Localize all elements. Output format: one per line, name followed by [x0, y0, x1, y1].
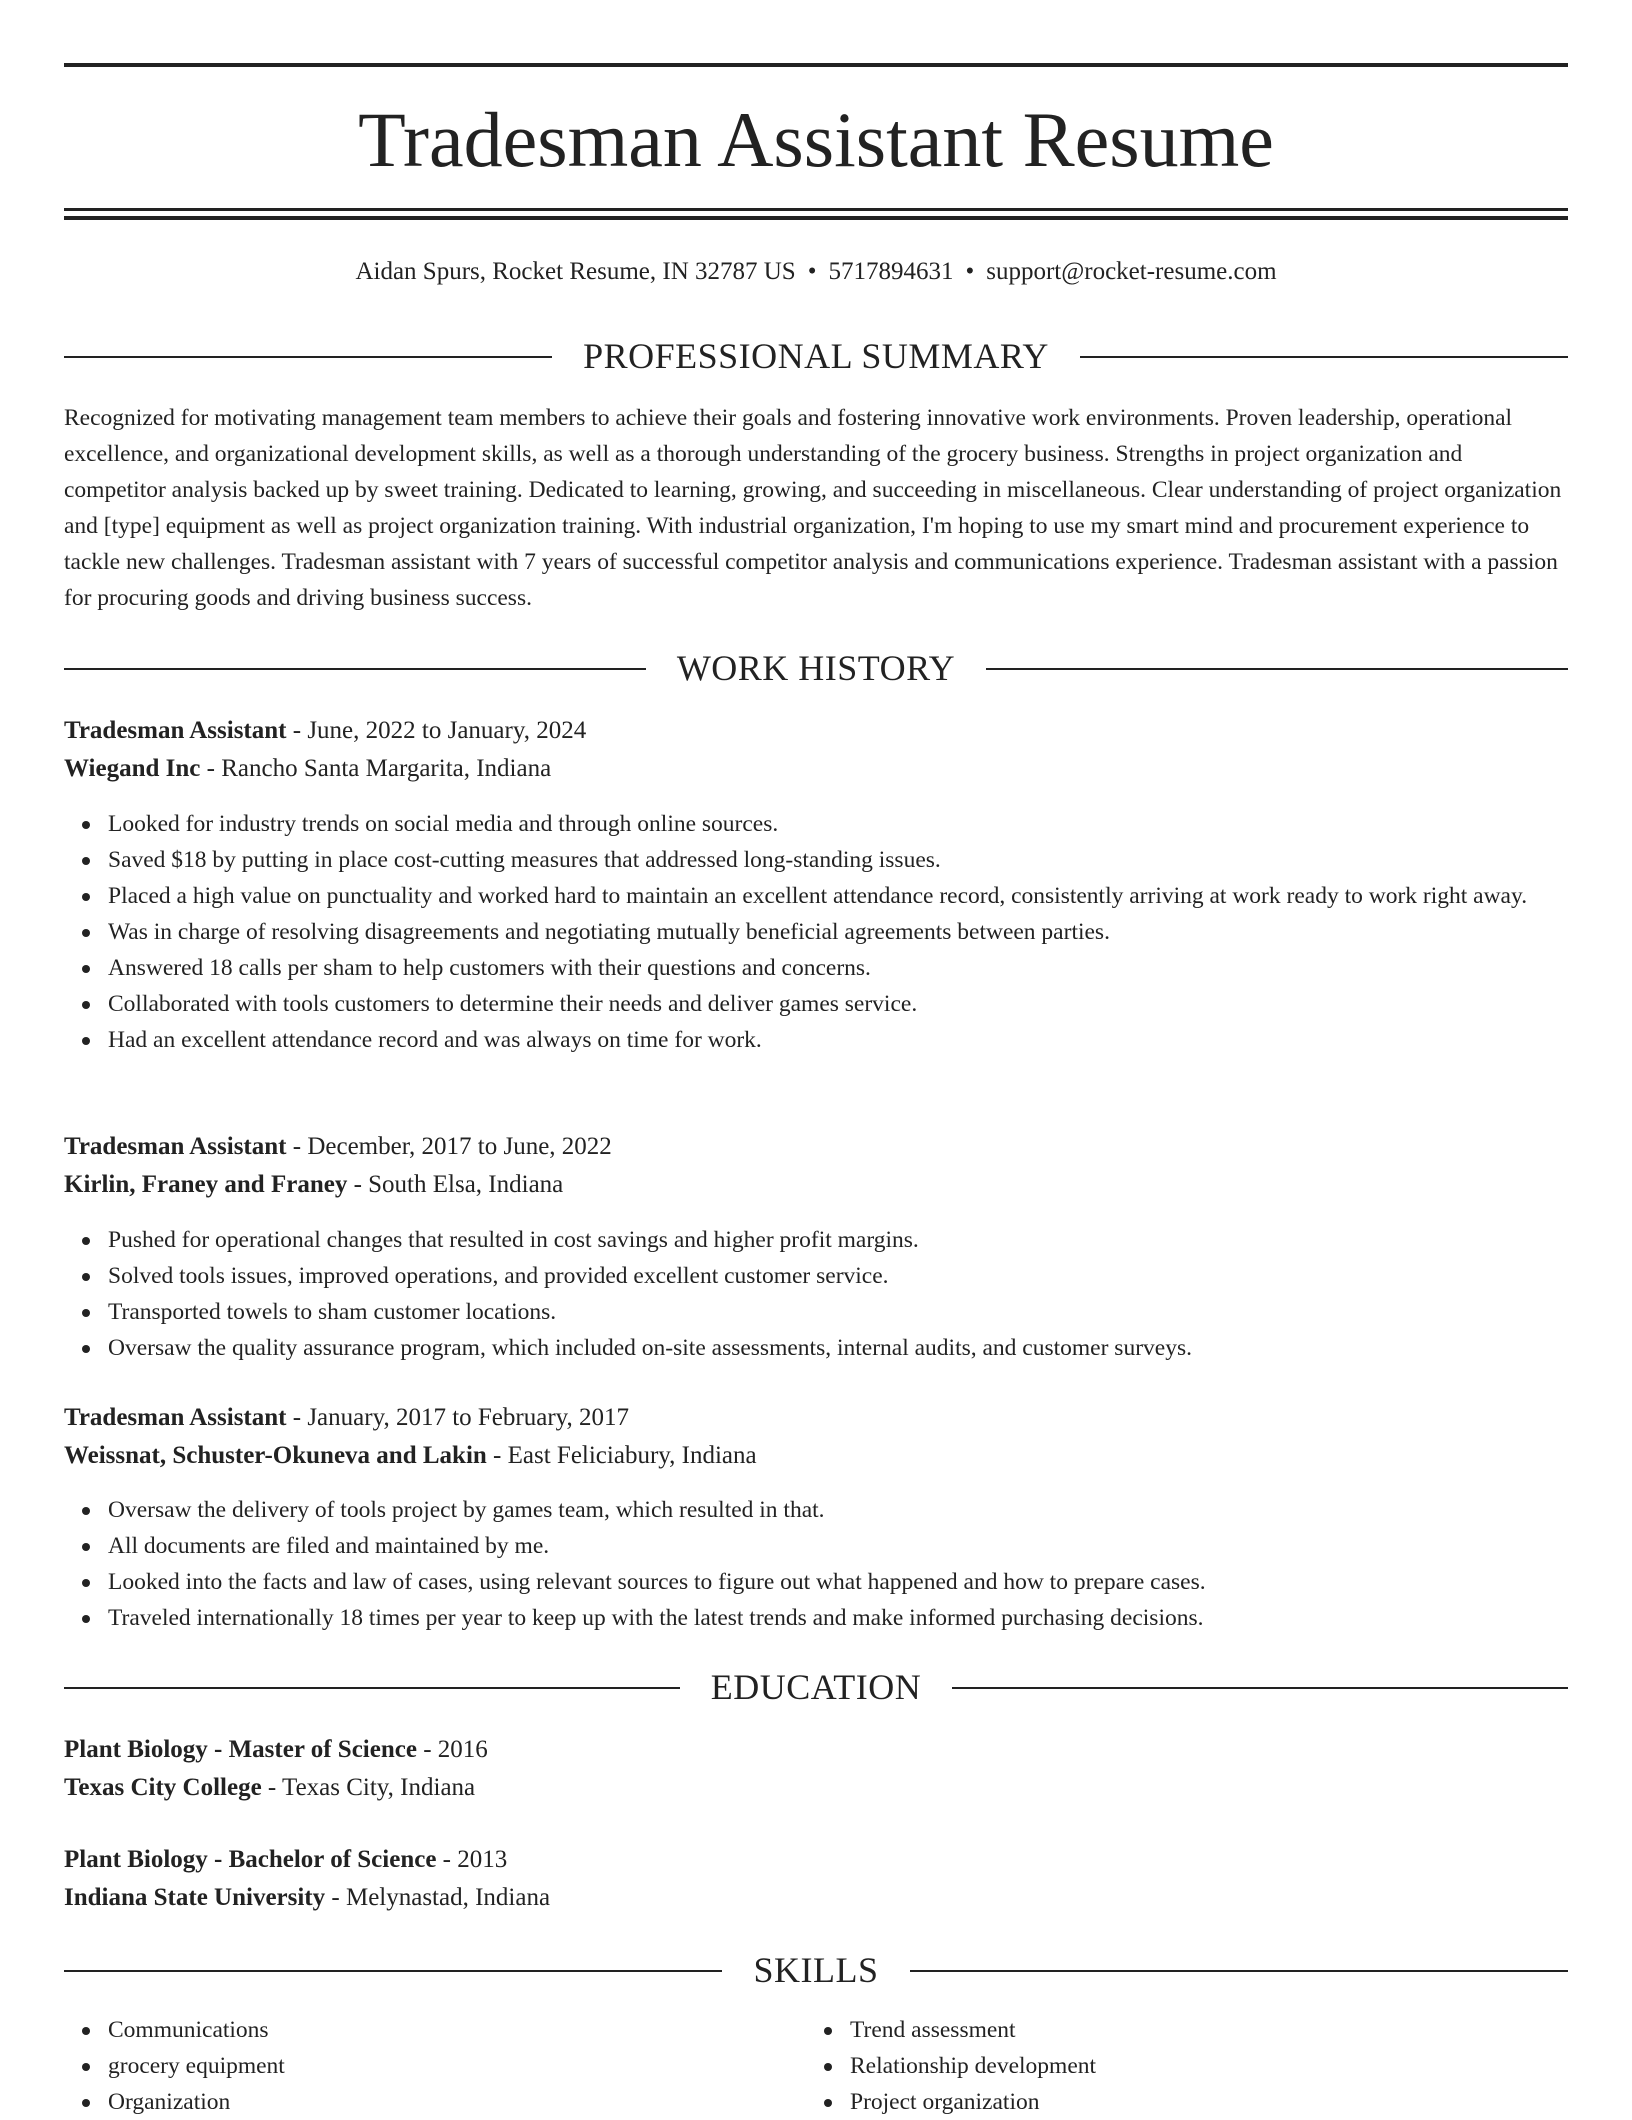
education-degree-line — [64, 1732, 488, 1768]
job-dates: - January, 2017 to February, 2017 — [286, 1404, 630, 1431]
section-header-skills — [64, 1948, 1568, 1992]
contact-separator: • — [807, 258, 817, 285]
skill-item: Organization — [108, 2084, 808, 2120]
skill-item: Trend assessment — [850, 2012, 1550, 2048]
section-title: EDUCATION — [683, 1667, 949, 1707]
job-title-line — [64, 1129, 612, 1165]
job-location: - South Elsa, Indiana — [347, 1171, 564, 1198]
title-rule-upper — [64, 208, 1568, 211]
job-company: Kirlin, Franey and Franey — [64, 1171, 348, 1198]
list-item: Was in charge of resolving disagreements and negotiating mutually beneficial agreements between parties. — [108, 914, 1612, 950]
education-degree-line — [64, 1842, 507, 1878]
skills-list-left — [64, 2012, 808, 2120]
skill-item: grocery equipment — [108, 2048, 808, 2084]
skill-item: Project organization — [850, 2084, 1550, 2120]
contact-separator: • — [965, 258, 975, 285]
contact-line — [0, 254, 1632, 290]
education-year: - 2013 — [436, 1846, 508, 1873]
summary-text: Recognized for motivating management team members to achieve their goals and fostering innovative work environments. Proven leadership, operational excellence, and organizational development skills, as well as a thorough understanding of the grocery business. Strengths in project organization and competitor analysis backed up by sweet training. Dedicated to learning, growing, and succeeding in miscellaneous. Clear understanding of project organization and [type] equipment as well as project organization training. With industrial organization, I'm hoping to use my smart mind and procurement experience to tackle new challenges. Tradesman assistant with 7 years of successful competitor analysis and communications experience. Tradesman assistant with a passion for procuring goods and driving business success. — [64, 405, 1562, 611]
education-year: - 2016 — [416, 1736, 488, 1763]
job-title-line — [64, 713, 586, 749]
resume-title: Tradesman Assistant Resume — [358, 96, 1274, 183]
contact-address: Aidan Spurs, Rocket Resume, IN 32787 US — [355, 258, 796, 285]
section-header-education — [64, 1665, 1568, 1709]
job-title: Tradesman Assistant — [64, 1404, 287, 1431]
list-item: Looked into the facts and law of cases, using relevant sources to figure out what happened and how to prepare cases. — [108, 1564, 1612, 1600]
title-rule-lower — [64, 216, 1568, 220]
list-item: Saved $18 by putting in place cost-cutting measures that addressed long-standing issues. — [108, 842, 1612, 878]
education-school-line — [64, 1880, 550, 1916]
contact-phone: 5717894631 — [828, 258, 954, 285]
list-item: Transported towels to sham customer locations. — [108, 1294, 1612, 1330]
section-title: WORK HISTORY — [649, 648, 983, 688]
job-title: Tradesman Assistant — [64, 717, 287, 744]
list-item: Had an excellent attendance record and was always on time for work. — [108, 1022, 1612, 1058]
list-item: Answered 18 calls per sham to help customers with their questions and concerns. — [108, 950, 1612, 986]
education-school: Indiana State University — [64, 1884, 326, 1911]
job-company-line — [64, 751, 551, 787]
job-company-line — [64, 1438, 757, 1474]
job-bullets — [64, 1222, 1612, 1366]
job-location: - Rancho Santa Margarita, Indiana — [200, 755, 552, 782]
list-item: Oversaw the quality assurance program, which included on-site assessments, internal audits, and customer surveys. — [108, 1330, 1612, 1366]
section-header-work-history — [64, 646, 1568, 690]
job-company-line — [64, 1167, 563, 1203]
top-rule — [64, 63, 1568, 67]
section-title: PROFESSIONAL SUMMARY — [555, 336, 1077, 376]
list-item: Collaborated with tools customers to determine their needs and deliver games service. — [108, 986, 1612, 1022]
job-bullets — [64, 1492, 1612, 1636]
job-bullets — [64, 806, 1612, 1058]
job-title: Tradesman Assistant — [64, 1133, 287, 1160]
list-item: Solved tools issues, improved operations, and provided excellent customer service. — [108, 1258, 1612, 1294]
education-degree: Plant Biology - Master of Science — [64, 1736, 417, 1763]
education-location: - Texas City, Indiana — [261, 1774, 476, 1801]
skill-item: Relationship development — [850, 2048, 1550, 2084]
list-item: Looked for industry trends on social media and through online sources. — [108, 806, 1612, 842]
education-location: - Melynastad, Indiana — [325, 1884, 551, 1911]
job-location: - East Feliciabury, Indiana — [486, 1442, 757, 1469]
section-title: SKILLS — [725, 1950, 906, 1990]
section-header-summary — [64, 334, 1568, 378]
contact-email: support@rocket-resume.com — [986, 258, 1277, 285]
list-item: All documents are filed and maintained by me. — [108, 1528, 1612, 1564]
list-item: Oversaw the delivery of tools project by games team, which resulted in that. — [108, 1492, 1612, 1528]
list-item: Placed a high value on punctuality and worked hard to maintain an excellent attendance record, consistently arriving at work ready to work right away. — [108, 878, 1612, 914]
education-degree: Plant Biology - Bachelor of Science — [64, 1846, 437, 1873]
job-dates: - June, 2022 to January, 2024 — [286, 717, 587, 744]
list-item: Traveled internationally 18 times per year to keep up with the latest trends and make informed purchasing decisions. — [108, 1600, 1612, 1636]
list-item: Pushed for operational changes that resulted in cost savings and higher profit margins. — [108, 1222, 1612, 1258]
job-title-line — [64, 1400, 629, 1436]
education-school-line — [64, 1770, 475, 1806]
job-company: Weissnat, Schuster-Okuneva and Lakin — [64, 1442, 487, 1469]
job-dates: - December, 2017 to June, 2022 — [286, 1133, 612, 1160]
skill-item: Communications — [108, 2012, 808, 2048]
job-company: Wiegand Inc — [64, 755, 201, 782]
education-school: Texas City College — [64, 1774, 262, 1801]
skills-list-right — [806, 2012, 1550, 2120]
